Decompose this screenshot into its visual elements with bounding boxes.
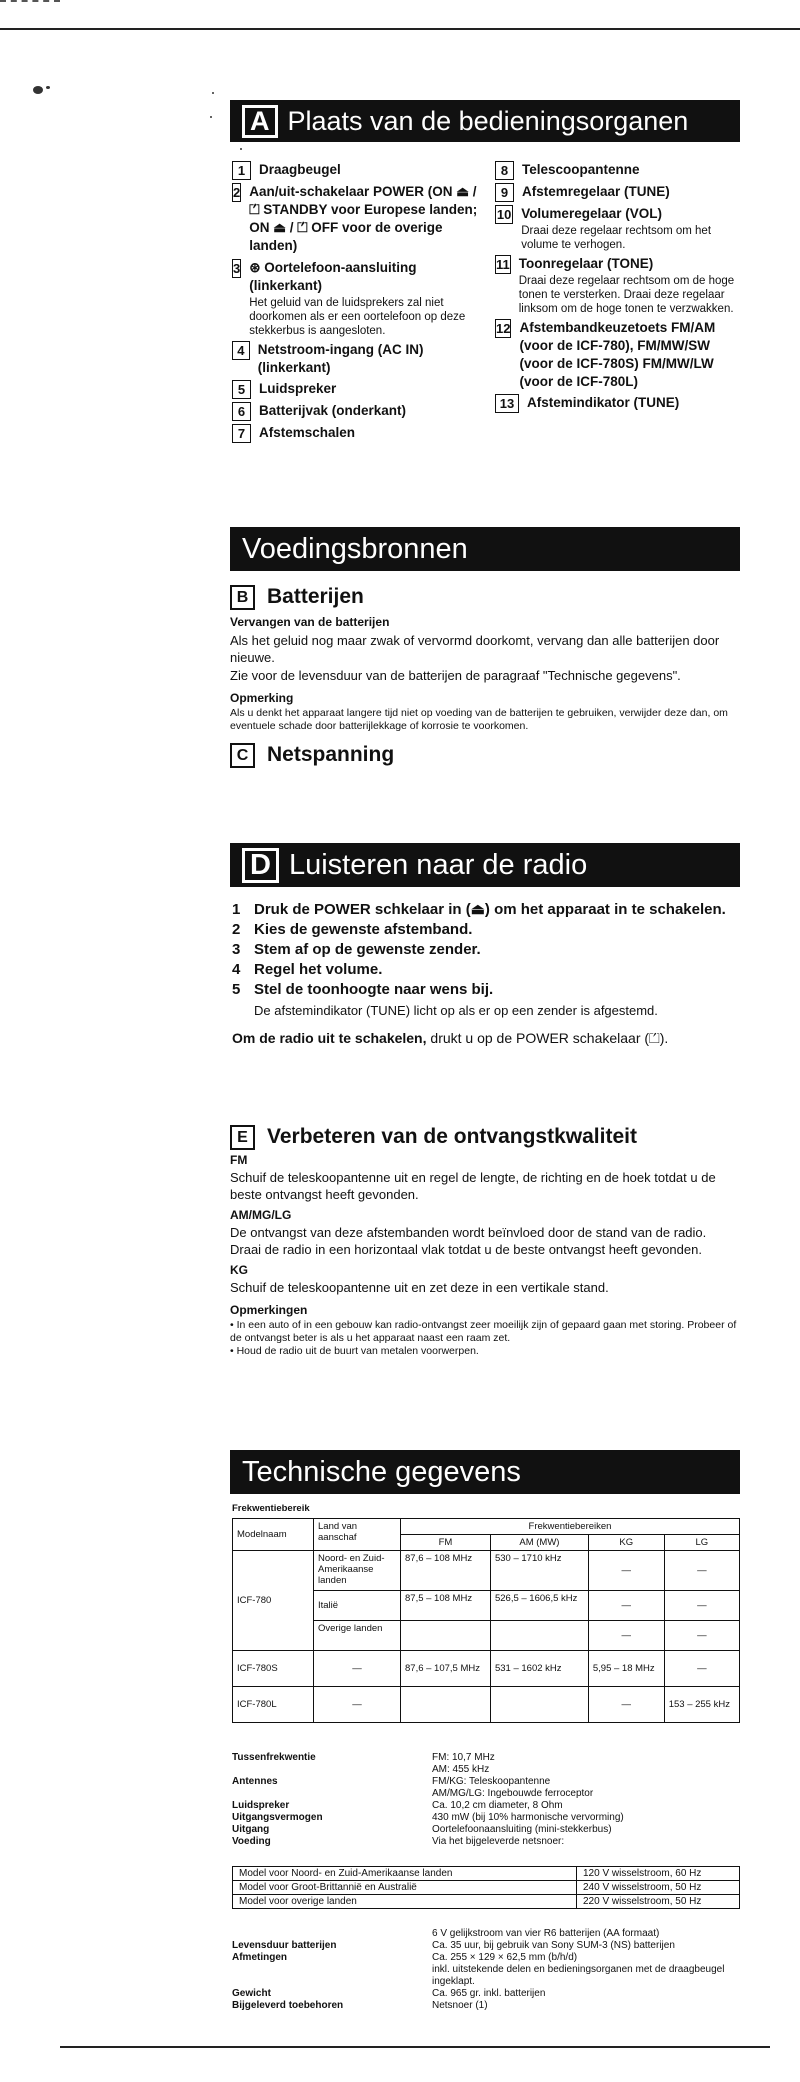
- section-letter: E: [230, 1125, 255, 1150]
- power-off-instruction: Om de radio uit te schakelen, drukt u op de POWER schakelaar (⏍).: [232, 1030, 669, 1046]
- battery-paragraph: Als het geluid nog maar zwak of vervormd doorkomt, vervang dan alle batterijen door nieuwe.: [230, 633, 720, 665]
- note-title: Opmerking: [230, 691, 294, 705]
- section-letter: C: [230, 743, 255, 768]
- top-rule: [0, 28, 800, 30]
- note-item: • Houd de radio uit de buurt van metalen voorwerpen.: [230, 1345, 479, 1357]
- control-item: 7 Afstemschalen: [232, 424, 482, 443]
- spec-row: Antennes FM/KG: Teleskoopantenne: [232, 1776, 551, 1787]
- spec-row: AM: 455 kHz: [432, 1764, 490, 1775]
- spec-row: Bijgeleverd toebehoren Netsnoer (1): [232, 2000, 488, 2011]
- spec-row: Afmetingen Ca. 255 × 129 × 62,5 mm (b/h/d): [232, 1952, 578, 1963]
- voltage-table: [232, 1866, 740, 1909]
- control-item: 11 Toonregelaar (TONE) Draai deze regelaar rechtsom om de hoge tonen te versterken. Draai deze regelaar linksom om de hoge tonen te verzwakken.: [496, 256, 735, 315]
- specs-table-2: [232, 1928, 740, 2012]
- table-header-row: FM AM (MW) KG LG: [233, 1535, 740, 1551]
- radio-steps: [232, 900, 742, 1048]
- spec-row: Luidspreker Ca. 10,2 cm diameter, 8 Ohm: [232, 1800, 563, 1811]
- control-item: 13 Afstemindikator (TUNE): [495, 394, 740, 413]
- spec-row: Tussenfrekwentie FM: 10,7 MHz: [232, 1752, 495, 1763]
- battery-paragraph: Zie voor de levensduur van de batterijen de paragraaf "Technische gegevens".: [230, 668, 681, 683]
- bottom-rule: [60, 2046, 770, 2048]
- control-item: 1 Draagbeugel: [232, 161, 482, 180]
- table-row: ICF-780 Noord- en Zuid-Amerikaanse landen 87,6 – 108 MHz 530 – 1710 kHz — —: [233, 1551, 740, 1591]
- table-row: ICF-780L — — 153 – 255 kHz: [233, 1687, 740, 1723]
- specs-table-1: [232, 1752, 624, 1848]
- section-letter: D: [242, 848, 279, 883]
- reception-paragraph: De ontvangst van deze afstembanden wordt beïnvloed door de stand van de radio. Draai de radio in een horizontaal vlak totdat u de beste ontvangst heeft gevonden.: [230, 1225, 707, 1257]
- step-item: 1 Druk de POWER schkelaar in (⏏) om het apparaat in te schakelen.: [232, 901, 726, 918]
- scan-speck: [210, 116, 212, 118]
- section-d-header: [230, 843, 740, 887]
- reception-paragraph: Schuif de teleskoopantenne uit en zet deze in een vertikale stand.: [230, 1280, 609, 1295]
- spec-row: AM/MG/LG: Ingebouwde ferroceptor: [432, 1788, 594, 1799]
- tech-header: Technische gegevens: [230, 1450, 740, 1494]
- freq-label: Frekwentiebereik: [232, 1503, 310, 1514]
- band-label: FM: [230, 1153, 248, 1167]
- spec-row: Uitgangsvermogen 430 mW (bij 10% harmonische vervorming): [232, 1812, 624, 1823]
- section-title: Plaats van de bedieningsorganen: [287, 106, 689, 136]
- scan-speck: [46, 86, 50, 89]
- section-letter: B: [230, 585, 255, 610]
- spec-row: Gewicht Ca. 965 gr. inkl. batterijen: [232, 1988, 546, 1999]
- control-item: 2 Aan/uit-schakelaar POWER (ON ⏏ / ⏍ STANDBY voor Europese landen; ON ⏏ / ⏍ OFF voor de overige landen): [233, 184, 478, 253]
- band-label: KG: [230, 1263, 248, 1277]
- frequency-table: [232, 1518, 740, 1723]
- scan-speck: [33, 86, 43, 94]
- spec-row: Uitgang Oortelefoonaansluiting (mini-stekkerbus): [232, 1824, 612, 1835]
- control-item: 4 Netstroom-ingang (AC IN) (linkerkant): [232, 341, 482, 377]
- control-item: 12 Afstembandkeuzetoets FM/AM (voor de ICF-780), FM/MW/SW (voor de ICF-780S) FM/MW/LW (voor de ICF-780L): [496, 320, 716, 389]
- control-item: 6 Batterijvak (onderkant): [232, 402, 482, 421]
- notes-title: Opmerkingen: [230, 1303, 308, 1317]
- table-row: Model voor Groot-Brittannië en Australië 240 V wisselstroom, 50 Hz: [233, 1881, 740, 1895]
- section-letter: A: [242, 105, 278, 138]
- control-item: 10 Volumeregelaar (VOL) Draai deze regelaar rechtsom om het volume te verhogen.: [496, 206, 712, 251]
- reception-paragraph: Schuif de teleskoopantenne uit en regel de lengte, de richting en de hoek totdat u de beste ontvangst heeft gevonden.: [230, 1170, 716, 1202]
- scan-speck: [212, 92, 214, 94]
- battery-subtitle: Vervangen van de batterijen: [230, 615, 390, 629]
- table-row: Model voor overige landen 220 V wisselstroom, 50 Hz: [233, 1895, 740, 1909]
- section-a-header: [230, 100, 740, 142]
- table-row: Overige landen — —: [233, 1621, 740, 1651]
- step5-note: De afstemindikator (TUNE) licht op als er op een zender is afgestemd.: [254, 1003, 658, 1018]
- table-row: ICF-780S — 87,6 – 107,5 MHz 531 – 1602 kHz 5,95 – 18 MHz —: [233, 1651, 740, 1687]
- voeding-header: Voedingsbronnen: [230, 527, 740, 571]
- section-title: Luisteren naar de radio: [288, 849, 588, 881]
- band-label: AM/MG/LG: [230, 1208, 292, 1222]
- control-item: 8 Telescoopantenne: [495, 161, 740, 180]
- spec-row: 6 V gelijkstroom van vier R6 batterijen (AA formaat): [432, 1928, 660, 1939]
- table-header-row: Modelnaam Land van aanschaf Frekwentiebereiken: [233, 1519, 740, 1535]
- controls-list-left: [232, 161, 482, 443]
- note-item: • In een auto of in een gebouw kan radio-ontvangst zeer moeilijk zijn of gepaard gaan met storing. Probeer of de ontvangst beter is als u het apparaat naast een raam zet.: [230, 1319, 737, 1344]
- spec-row: Voeding Via het bijgeleverde netsnoer:: [232, 1836, 565, 1847]
- control-item: 3 ⊛ Oortelefoon-aansluiting (linkerkant) Het geluid van de luidsprekers zal niet doorkomen als er een oortelefoon op deze stekkerbus is aangesloten.: [233, 260, 466, 337]
- reception-section: [230, 1125, 740, 1358]
- table-row: Model voor Noord- en Zuid-Amerikaanse landen 120 V wisselstroom, 60 Hz: [233, 1867, 740, 1881]
- table-row: Italië 87,5 – 108 MHz 526,5 – 1606,5 kHz — —: [233, 1591, 740, 1621]
- note-text: Als u denkt het apparaat langere tijd niet op voeding van de batterijen te gebruiken, verwijder deze dan, om eventuele schade door batterijlekkage of korrosie te voorkomen.: [230, 707, 728, 732]
- top-edge-mark: [0, 0, 60, 5]
- control-item: 5 Luidspreker: [232, 380, 482, 399]
- step-item: 2 Kies de gewenste afstemband.: [232, 921, 473, 938]
- scan-speck: [240, 148, 242, 150]
- reception-heading: E Verbeteren van de ontvangstkwaliteit: [230, 1125, 740, 1150]
- control-item: 9 Afstemregelaar (TUNE): [495, 183, 740, 202]
- voeding-section: [230, 585, 740, 768]
- step-item: 3 Stem af op de gewenste zender.: [232, 941, 481, 958]
- controls-list-right: [495, 161, 740, 413]
- spec-row: Levensduur batterijen Ca. 35 uur, bij gebruik van Sony SUM-3 (NS) batterijen: [232, 1940, 675, 1951]
- spec-row: inkl. uitstekende delen en bedieningsorganen met de draagbeugel ingeklapt.: [432, 1964, 725, 1987]
- mains-heading: C Netspanning: [230, 743, 740, 768]
- battery-heading: B Batterijen: [230, 585, 740, 610]
- step-item: 4 Regel het volume.: [232, 961, 383, 978]
- step-item: 5 Stel de toonhoogte naar wens bij.: [232, 981, 494, 998]
